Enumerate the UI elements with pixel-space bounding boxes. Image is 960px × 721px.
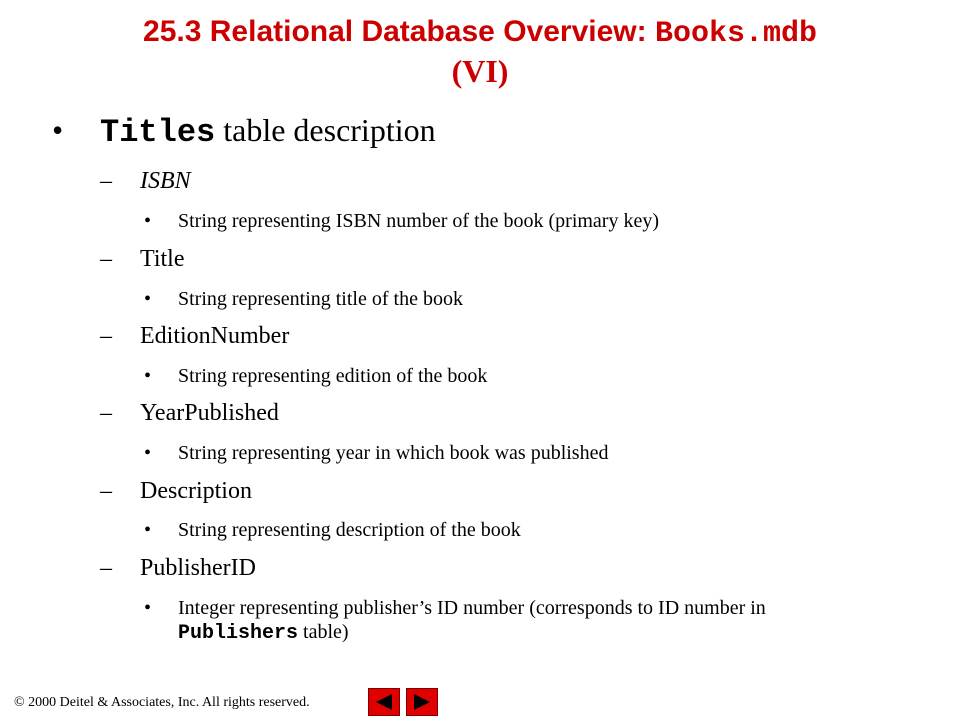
field-description: String representing description of the book xyxy=(178,519,521,541)
next-slide-button[interactable] xyxy=(406,688,438,716)
title-subtitle: (VI) xyxy=(451,53,509,89)
dash-icon: – xyxy=(100,323,112,349)
field-description: String representing year in which book was published xyxy=(178,442,609,464)
field-description: String representing title of the book xyxy=(178,288,463,310)
bullet-icon: • xyxy=(144,442,152,464)
bullet-icon: • xyxy=(144,365,152,387)
bullet-icon: • xyxy=(144,519,152,541)
field-description: String representing ISBN number of the book (primary key) xyxy=(178,210,660,232)
bullet-icon: • xyxy=(144,210,152,232)
dash-icon: – xyxy=(100,246,112,272)
left-arrow-icon xyxy=(374,693,394,711)
bullet-icon: • xyxy=(144,288,152,310)
publishers-table-code: Publishers xyxy=(178,622,299,645)
main-bullet-label: table description xyxy=(215,112,436,148)
dash-icon: – xyxy=(100,555,112,581)
field-description: String representing edition of the book xyxy=(178,365,488,387)
prev-slide-button[interactable] xyxy=(368,688,400,716)
right-arrow-icon xyxy=(412,693,432,711)
dash-icon: – xyxy=(100,168,112,194)
field-name: EditionNumber xyxy=(140,323,290,349)
field-name: Description xyxy=(140,478,252,504)
table-name-code: Titles xyxy=(100,114,216,151)
title-code: Books.mdb xyxy=(654,17,817,51)
field-name: PublisherID xyxy=(140,555,256,581)
field-name: YearPublished xyxy=(140,400,279,426)
field-description xyxy=(178,596,858,646)
field-name: ISBN xyxy=(140,168,191,194)
title-text: 25.3 Relational Database Overview: xyxy=(143,15,655,48)
dash-icon: – xyxy=(100,400,112,426)
bullet-icon: • xyxy=(52,112,64,148)
desc-suffix: table) xyxy=(298,621,349,643)
bullet-icon: • xyxy=(144,597,152,619)
desc-prefix: Integer representing publisher’s ID number (corresponds to ID number in xyxy=(178,597,766,619)
slide-navigation xyxy=(368,688,444,721)
field-name: Title xyxy=(140,246,185,272)
copyright-footer: © 2000 Deitel & Associates, Inc. All rights reserved. xyxy=(14,695,310,710)
dash-icon: – xyxy=(100,478,112,504)
slide-title xyxy=(0,14,960,90)
main-bullet-text xyxy=(100,112,436,151)
